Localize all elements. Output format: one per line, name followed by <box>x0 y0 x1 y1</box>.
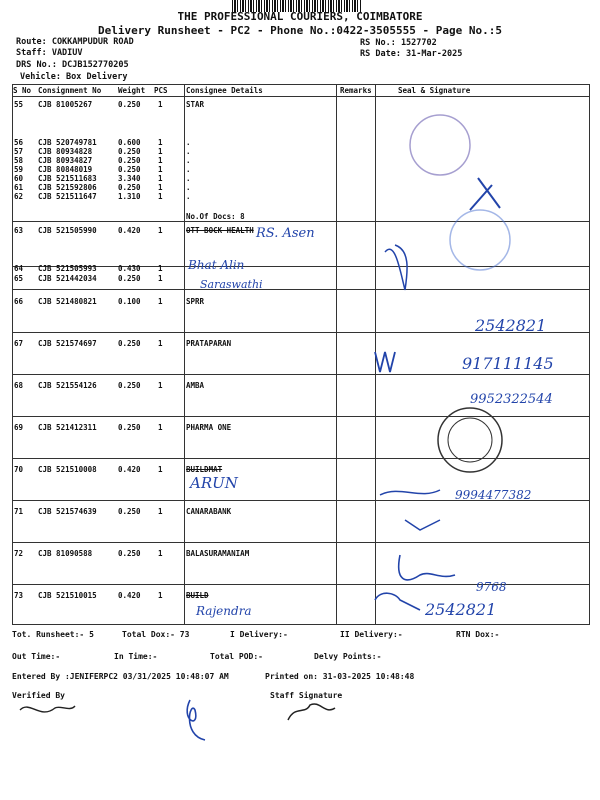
handwriting-67: 917111145 <box>462 354 554 373</box>
handwriting-73-note: 9768 <box>476 580 507 594</box>
handwriting-73-name: Rajendra <box>196 604 252 618</box>
row-cons: CJB 80934827 <box>38 156 93 165</box>
row-details: BUILD <box>186 591 209 600</box>
verified-by: Verified By <box>12 691 65 700</box>
row-weight: 0.600 <box>118 138 141 147</box>
row-pcs: 1 <box>158 264 163 273</box>
row-sno: 72 <box>14 549 24 558</box>
no-of-docs: No.Of Docs: 8 <box>186 212 245 221</box>
row-weight: 0.250 <box>118 507 141 516</box>
handwriting-73: 2542821 <box>425 600 497 619</box>
row-pcs: 1 <box>158 339 163 348</box>
row-details: BALASURAMANIAM <box>186 549 250 558</box>
row-sno: 56 <box>14 138 24 147</box>
handwriting-68: 9952322544 <box>470 392 553 407</box>
row-sno: 63 <box>14 226 24 235</box>
total-pod: Total POD:- <box>210 652 263 661</box>
row-sno: 59 <box>14 165 24 174</box>
row-sno: 69 <box>14 423 24 432</box>
rtn-dox: RTN Dox:- <box>456 630 500 639</box>
row-cons: CJB 521505990 <box>38 226 97 235</box>
tot-runsheet: Tot. Runsheet:- 5 <box>12 630 94 639</box>
row-details: . <box>186 174 191 183</box>
row-pcs: 1 <box>158 165 163 174</box>
col-consignment: Consignment No <box>38 86 102 95</box>
row-sno: 73 <box>14 591 24 600</box>
row-sno: 55 <box>14 100 24 109</box>
verifier-signature <box>20 706 75 712</box>
stamp-circle-2 <box>450 210 510 270</box>
row-pcs: 1 <box>158 226 163 235</box>
signature-mark-3 <box>375 352 395 372</box>
row-cons: CJB 521412311 <box>38 423 97 432</box>
row-weight: 0.250 <box>118 156 141 165</box>
row-cons: CJB 521592806 <box>38 183 97 192</box>
row-details: PRATAPARAN <box>186 339 232 348</box>
handwriting-70-phone: 9994477382 <box>455 488 532 502</box>
row-sno: 67 <box>14 339 24 348</box>
row-sno: 68 <box>14 381 24 390</box>
row-weight: 1.310 <box>118 192 141 201</box>
ii-delivery: II Delivery:- <box>340 630 403 639</box>
stamp-circle-1 <box>410 115 470 175</box>
row-cons: CJB 521442034 <box>38 274 97 283</box>
row-cons: CJB 521511683 <box>38 174 97 183</box>
handwriting-66: 2542821 <box>475 316 547 335</box>
signature-mark-1 <box>470 178 500 210</box>
rs-date: RS Date: 31-Mar-2025 <box>360 49 463 59</box>
row-weight: 0.250 <box>118 549 141 558</box>
signature-mark-6 <box>399 555 455 580</box>
row-pcs: 1 <box>158 423 163 432</box>
row-weight: 0.420 <box>118 465 141 474</box>
row-pcs: 1 <box>158 138 163 147</box>
row-details: . <box>186 156 191 165</box>
row-cons: CJB 521510008 <box>38 465 97 474</box>
rs-number: RS No.: 1527702 <box>360 38 437 48</box>
stamp-circle-3-inner <box>448 418 492 462</box>
row-details: OTT BOCK HEALTH <box>186 226 254 235</box>
row-cons: CJB 521480821 <box>38 297 97 306</box>
signature-mark-4 <box>380 490 440 495</box>
row-sno: 60 <box>14 174 24 183</box>
row-cons: CJB 520749781 <box>38 138 97 147</box>
row-sno: 66 <box>14 297 24 306</box>
row-sno: 62 <box>14 192 24 201</box>
row-pcs: 1 <box>158 297 163 306</box>
staff: Staff: VADIUV <box>16 48 83 58</box>
delvy-points: Delvy Points:- <box>314 652 382 661</box>
i-delivery: I Delivery:- <box>230 630 288 639</box>
row-weight: 0.250 <box>118 165 141 174</box>
row-details: SPRR <box>186 297 205 306</box>
row-cons: CJB 521511647 <box>38 192 97 201</box>
row-details: STAR <box>186 100 205 109</box>
row-sno: 57 <box>14 147 24 156</box>
row-pcs: 1 <box>158 156 163 165</box>
printed-on: Printed on: 31-03-2025 10:48:48 <box>265 672 415 681</box>
row-details: . <box>186 183 191 192</box>
row-cons: CJB 521574697 <box>38 339 97 348</box>
row-cons: CJB 521574639 <box>38 507 97 516</box>
handwriting-64: Bhat Alin <box>188 258 245 272</box>
in-time: In Time:- <box>114 652 158 661</box>
staff-signature-label: Staff Signature <box>270 691 343 700</box>
out-time: Out Time:- <box>12 652 61 661</box>
staff-signature-mark <box>288 704 335 720</box>
row-cons: CJB 81005267 <box>38 100 93 109</box>
row-details: . <box>186 147 191 156</box>
row-details: CANARABANK <box>186 507 232 516</box>
vehicle: Vehicle: Box Delivery <box>20 72 128 82</box>
row-cons: CJB 80934828 <box>38 147 93 156</box>
total-dox: Total Dox:- 73 <box>122 630 190 639</box>
row-details: . <box>186 192 191 201</box>
row-details: . <box>186 138 191 147</box>
col-sno: S No <box>13 86 32 95</box>
row-cons: CJB 80848019 <box>38 165 93 174</box>
col-weight: Weight <box>118 86 146 95</box>
signature-mark-7 <box>375 593 420 610</box>
row-pcs: 1 <box>158 465 163 474</box>
runsheet-title: Delivery Runsheet - PC2 - Phone No.:0422-3505555 - Page No.:5 <box>98 24 502 37</box>
row-pcs: 1 <box>158 591 163 600</box>
row-cons: CJB 81090588 <box>38 549 93 558</box>
row-pcs: 1 <box>158 183 163 192</box>
row-sno: 70 <box>14 465 24 474</box>
row-weight: 0.250 <box>118 100 141 109</box>
row-weight: 0.250 <box>118 274 141 283</box>
row-pcs: 1 <box>158 147 163 156</box>
row-cons: CJB 521505993 <box>38 264 97 273</box>
row-pcs: 1 <box>158 549 163 558</box>
company-name: THE PROFESSIONAL COURIERS, COIMBATORE <box>177 10 423 23</box>
row-pcs: 1 <box>158 381 163 390</box>
col-seal-signature: Seal & Signature <box>398 86 471 95</box>
row-pcs: 1 <box>158 274 163 283</box>
row-details: BUILDMAT <box>186 465 223 474</box>
signature-mark-5 <box>405 520 440 530</box>
row-weight: 0.430 <box>118 264 141 273</box>
row-weight: 3.340 <box>118 174 141 183</box>
route: Route: COKKAMPUDUR ROAD <box>16 37 134 47</box>
row-details: . <box>186 165 191 174</box>
row-sno: 58 <box>14 156 24 165</box>
handwriting-63: RS. Asen <box>256 226 315 241</box>
row-details: PHARMA ONE <box>186 423 232 432</box>
row-pcs: 1 <box>158 192 163 201</box>
row-pcs: 1 <box>158 100 163 109</box>
row-weight: 0.250 <box>118 183 141 192</box>
entered-by: Entered By :JENIFERPC2 03/31/2025 10:48:07 AM <box>12 672 229 681</box>
row-pcs: 1 <box>158 174 163 183</box>
handwritten-scribble <box>187 700 205 740</box>
col-consignee: Consignee Details <box>186 86 263 95</box>
row-weight: 0.250 <box>118 147 141 156</box>
row-weight: 0.420 <box>118 226 141 235</box>
row-sno: 61 <box>14 183 24 192</box>
row-cons: CJB 521510015 <box>38 591 97 600</box>
row-details: AMBA <box>186 381 205 390</box>
col-remarks: Remarks <box>340 86 372 95</box>
row-weight: 0.250 <box>118 423 141 432</box>
row-weight: 0.250 <box>118 339 141 348</box>
row-pcs: 1 <box>158 507 163 516</box>
col-pcs: PCS <box>154 86 168 95</box>
row-cons: CJB 521554126 <box>38 381 97 390</box>
row-sno: 65 <box>14 274 24 283</box>
row-sno: 64 <box>14 264 24 273</box>
signature-mark-2 <box>385 245 407 290</box>
handwriting-65: Saraswathi <box>200 278 263 291</box>
row-sno: 71 <box>14 507 24 516</box>
row-weight: 0.250 <box>118 381 141 390</box>
drs-number: DRS No.: DCJB152770205 <box>16 60 129 70</box>
row-weight: 0.100 <box>118 297 141 306</box>
handwriting-70: ARUN <box>190 474 238 492</box>
row-weight: 0.420 <box>118 591 141 600</box>
